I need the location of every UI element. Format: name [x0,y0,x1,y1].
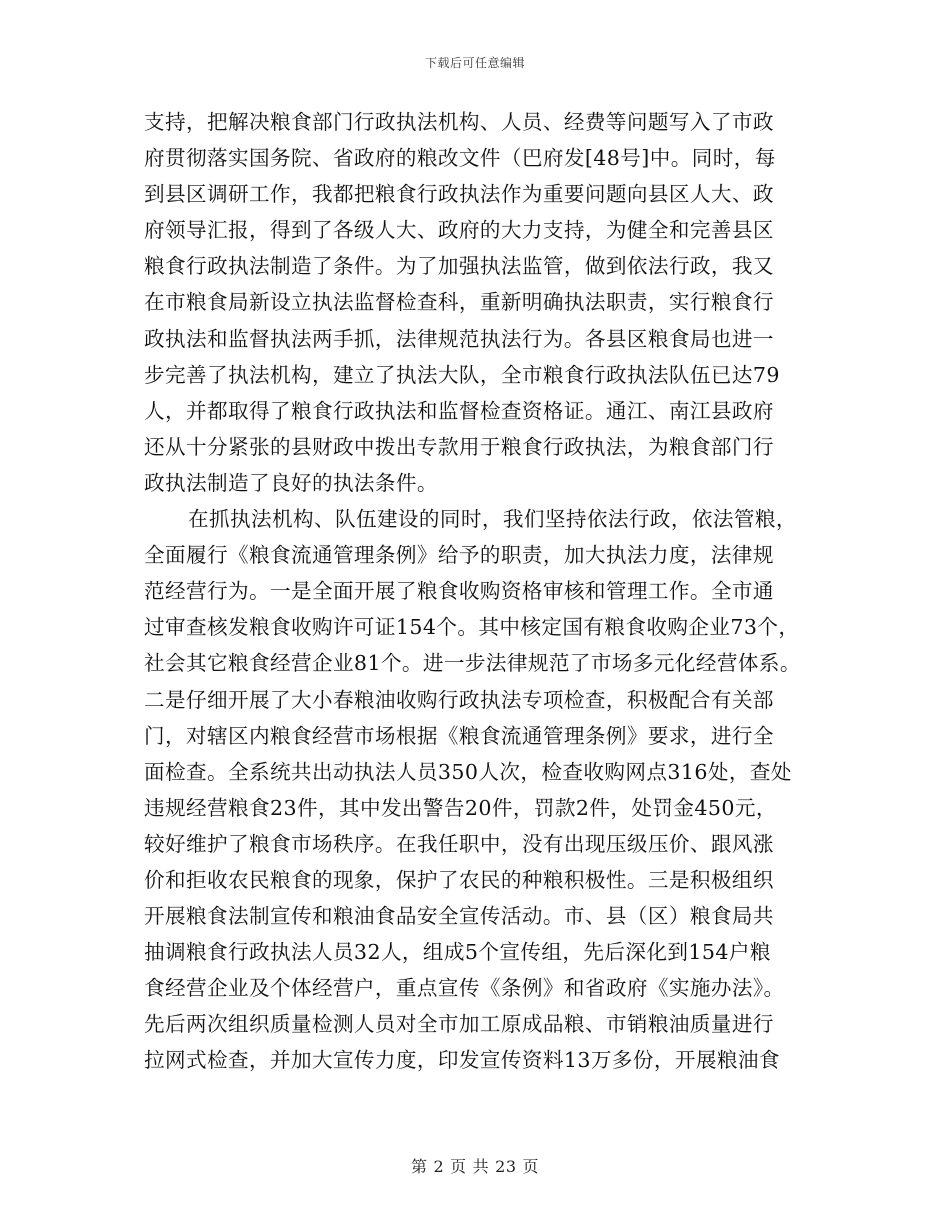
body-text [144,104,812,1079]
text-line: 社会其它粮食经营企业81个。进一步法律规范了市场多元化经营体系。 [144,651,801,676]
footer-page-number: 2 [433,1157,445,1176]
page-footer [0,1154,950,1177]
text-line: 过审查核发粮食收购许可证154个。其中核定国有粮食收购企业73个， [144,615,800,640]
paragraph-1 [144,104,812,501]
footer-suffix: 页 [522,1157,540,1176]
footer-prefix: 第 [410,1157,428,1176]
text-line: 抽调粮食行政执法人员32人，组成5个宣传组，先后深化到154户粮 [144,940,771,965]
text-line: 开展粮食法制宣传和粮油食品安全宣传活动。市、县（区）粮食局共 [144,904,774,929]
footer-total-pages: 23 [495,1157,517,1176]
text-line: 门，对辖区内粮食经营市场根据《粮食流通管理条例》要求，进行全 [144,723,774,748]
text-line: 粮食行政执法制造了条件。为了加强执法监管，做到依法行政，我又 [144,254,774,279]
text-line: 支持，把解决粮食部门行政执法机构、人员、经费等问题写入了市政 [144,110,774,134]
page-header: 下载后可任意编辑 [424,56,525,70]
text-line: 全面履行《粮食流通管理条例》给予的职责，加大执法力度，法律规 [144,543,774,568]
text-line: 政执法和监督执法两手抓，法律规范执法行为。各县区粮食局也进一 [144,326,774,351]
text-line: 到县区调研工作，我都把粮食行政执法作为重要问题向县区人大、政 [144,182,774,207]
text-line: 在抓执法机构、队伍建设的同时，我们坚持依法行政，依法管粮， [188,507,797,532]
text-line: 价和拒收农民粮食的现象，保护了农民的种粮积极性。三是积极组织 [144,867,774,892]
text-line: 人，并都取得了粮食行政执法和监督检查资格证。通江、南江县政府 [144,398,774,423]
text-line: 拉网式检查，并加大宣传力度，印发宣传资料13万多份，开展粮油食 [144,1048,780,1073]
text-line: 面检查。全系统共出动执法人员350人次，检查收购网点316处，查处 [144,759,792,784]
text-line: 还从十分紧张的县财政中拨出专款用于粮食行政执法，为粮食部门行 [144,434,774,459]
text-line: 府贯彻落实国务院、省政府的粮改文件（巴府发[48号]中。同时，每 [144,146,776,171]
text-line: 先后两次组织质量检测人员对全市加工原成品粮、市销粮油质量进行 [144,1012,774,1037]
text-line: 食经营企业及个体经营户，重点宣传《条例》和省政府《实施办法》。 [144,976,785,1001]
text-line: 在市粮食局新设立执法监督检查科，重新明确执法职责，实行粮食行 [144,290,774,315]
text-line: 范经营行为。一是全面开展了粮食收购资格审核和管理工作。全市通 [144,579,774,604]
text-line: 二是仔细开展了大小春粮油收购行政执法专项检查，积极配合有关部 [144,687,774,712]
text-line: 府领导汇报，得到了各级人大、政府的大力支持，为健全和完善县区 [144,218,774,243]
text-line: 步完善了执法机构，建立了执法大队，全市粮食行政执法队伍已达79 [144,362,780,387]
footer-page-label: 页 [450,1157,467,1176]
paragraph-2 [144,501,812,1079]
footer-total-label: 共 [472,1157,490,1176]
text-line: 较好维护了粮食市场秩序。在我任职中，没有出现压级压价、跟风涨 [144,831,774,856]
text-line: 政执法制造了良好的执法条件。 [144,470,438,495]
text-line: 违规经营粮食23件，其中发出警告20件，罚款2件，处罚金450元， [144,795,777,820]
